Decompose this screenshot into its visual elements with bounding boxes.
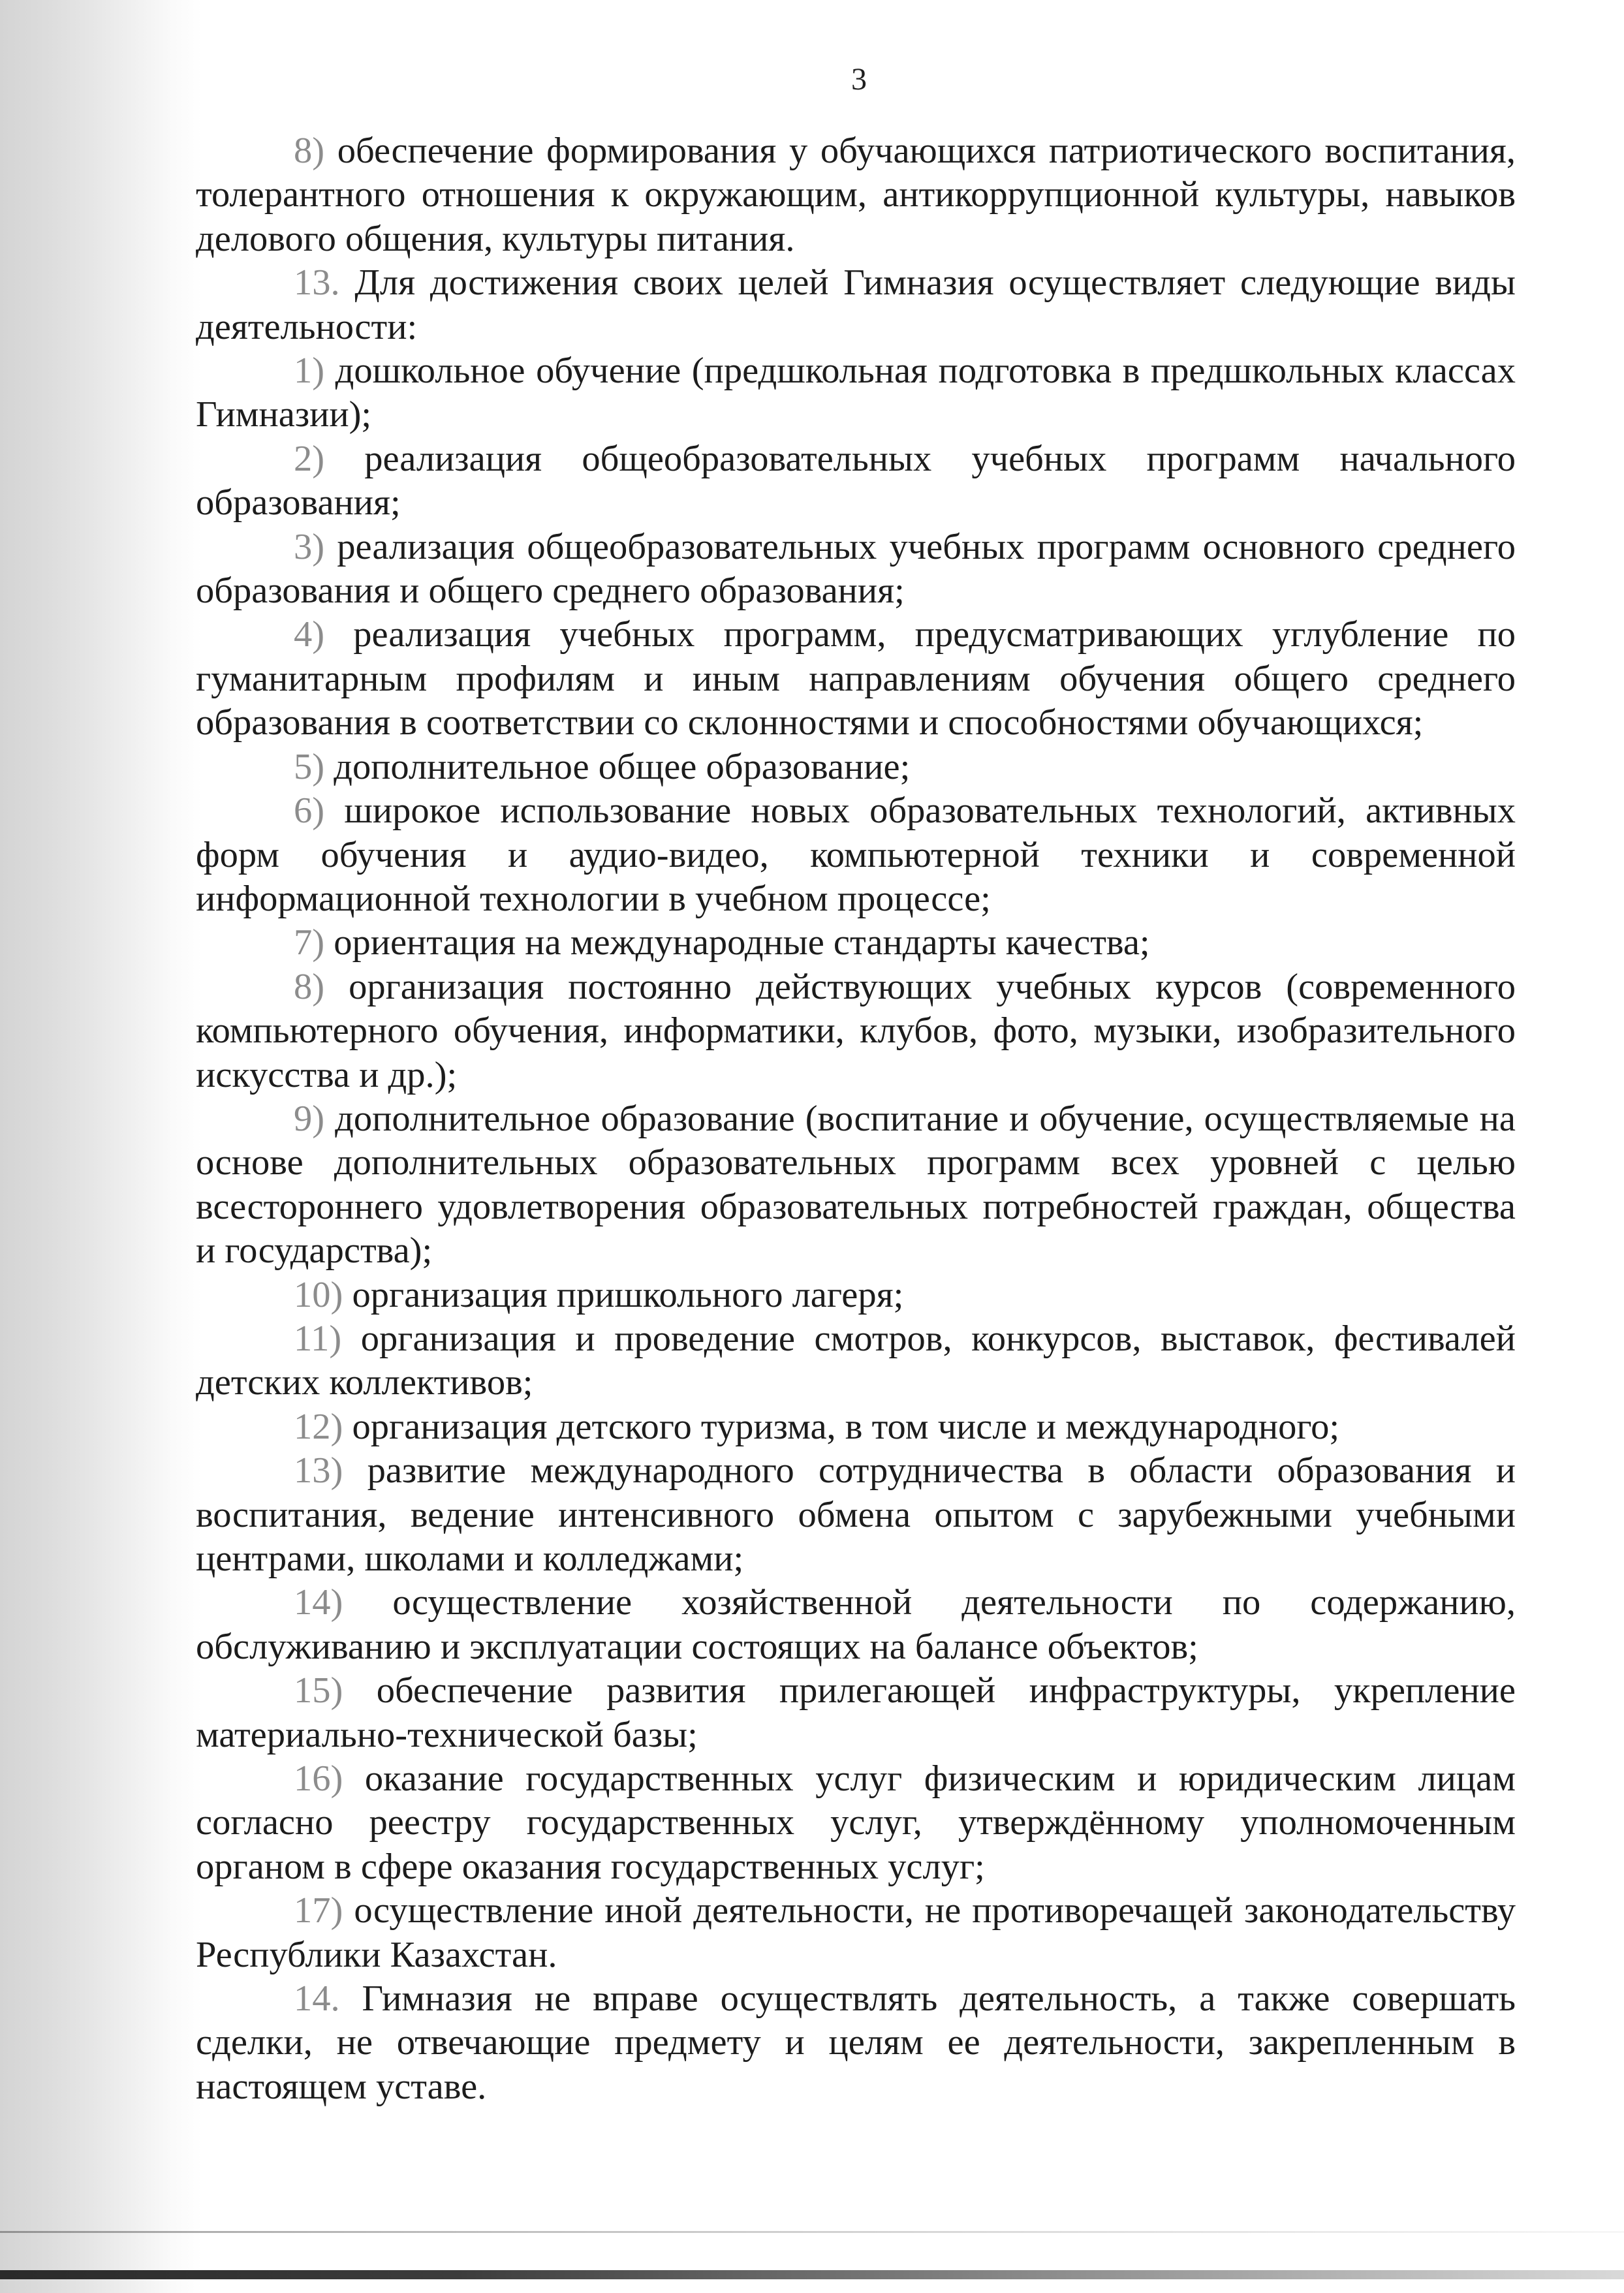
paragraph: [196, 525, 1516, 614]
item-number: 6): [294, 790, 325, 832]
paragraph: [196, 437, 1516, 525]
paragraph-text: обеспечение развития прилегающей инфраструктуры, укрепление материально-технической базы;: [196, 1670, 1516, 1755]
paragraph: [196, 921, 1516, 965]
item-number: 11): [294, 1318, 342, 1359]
paragraph-text: организация пришкольного лагеря;: [343, 1274, 904, 1315]
paragraph-text: реализация общеобразовательных учебных программ начального образования;: [196, 438, 1516, 523]
paragraph-text: реализация общеобразовательных учебных программ основного среднего образования и общего среднего образования;: [196, 526, 1516, 612]
paragraph: [196, 965, 1516, 1097]
paragraph-text: оказание государственных услуг физическим и юридическим лицам согласно реестру государственных услуг, утверждённому уполномоченным органом в сфере оказания государственных услуг;: [196, 1758, 1516, 1887]
item-number: 16): [294, 1758, 343, 1800]
item-number: 13.: [294, 262, 340, 304]
paragraph-text: Гимназия не вправе осуществлять деятельность, а также совершать сделки, не отвечающие предмету и целям ее деятельности, закрепленным в настоящем уставе.: [196, 1978, 1516, 2107]
scan-bottom-edge: [0, 2270, 1624, 2279]
paragraph-text: Для достижения своих целей Гимназия осуществляет следующие виды деятельности:: [196, 262, 1516, 347]
item-number: 13): [294, 1450, 343, 1491]
item-number: 8): [294, 131, 325, 171]
item-number: 14): [294, 1582, 343, 1623]
paragraph-text: организация детского туризма, в том числе и международного;: [343, 1406, 1340, 1447]
paragraph: [196, 1097, 1516, 1273]
document-body: [196, 129, 1516, 2109]
item-number: 17): [294, 1890, 343, 1931]
paragraph: [196, 1977, 1516, 2109]
scan-edge-line: [0, 2231, 1624, 2233]
paragraph: [196, 349, 1516, 437]
item-number: 5): [294, 746, 325, 787]
paragraph: [196, 1405, 1516, 1449]
paragraph-text: дошкольное обучение (предшкольная подготовка в предшкольных классах Гимназии);: [196, 351, 1516, 435]
item-number: 9): [294, 1098, 325, 1139]
paragraph: [196, 1889, 1516, 1977]
item-number: 8): [294, 966, 325, 1007]
paragraph: [196, 789, 1516, 921]
item-number: 7): [294, 922, 325, 963]
page-number: 3: [851, 62, 867, 97]
paragraph-text: реализация учебных программ, предусматривающих углубление по гуманитарным профилям и иным направлениям обучения общего среднего образования в соответствии со склонностями и способностями обучающихся;: [196, 614, 1516, 743]
paragraph: [196, 745, 1516, 789]
item-number: 12): [294, 1406, 343, 1447]
item-number: 3): [294, 526, 325, 567]
paragraph: [196, 1449, 1516, 1581]
paragraph: [196, 1669, 1516, 1757]
paragraph-text: осуществление хозяйственной деятельности по содержанию, обслуживанию и эксплуатации состоящих на балансе объектов;: [196, 1582, 1516, 1667]
item-number: 4): [294, 614, 325, 655]
paragraph-text: ориентация на международные стандарты качества;: [324, 922, 1150, 963]
scan-binding-shadow: [0, 0, 202, 2293]
paragraph: [196, 613, 1516, 745]
paragraph-text: осуществление иной деятельности, не противоречащей законодательству Республики Казахстан.: [196, 1890, 1516, 1975]
paragraph-text: дополнительное общее образование;: [324, 746, 911, 787]
item-number: 10): [294, 1274, 343, 1315]
paragraph-text: развитие международного сотрудничества в области образования и воспитания, ведение интенсивного обмена опытом с зарубежными учебными центрами, школами и колледжами;: [196, 1450, 1516, 1579]
paragraph: [196, 129, 1516, 261]
item-number: 14.: [294, 1978, 340, 2020]
paragraph: [196, 1581, 1516, 1669]
paragraph-text: обеспечение формирования у обучающихся патриотического воспитания, толерантного отношения к окружающим, антикоррупционной культуры, навыков делового общения, культуры питания.: [196, 131, 1516, 259]
paragraph: [196, 1317, 1516, 1405]
item-number: 1): [294, 351, 325, 392]
paragraph: [196, 261, 1516, 349]
paragraph-text: организация постоянно действующих учебных курсов (современного компьютерного обучения, информатики, клубов, фото, музыки, изобразительного искусства и др.);: [196, 966, 1516, 1095]
item-number: 2): [294, 438, 325, 479]
paragraph: [196, 1757, 1516, 1889]
paragraph-text: широкое использование новых образовательных технологий, активных форм обучения и аудио-видео, компьютерной техники и современной информационной технологии в учебном процессе;: [196, 790, 1516, 919]
item-number: 15): [294, 1670, 343, 1711]
paragraph: [196, 1273, 1516, 1317]
paragraph-text: организация и проведение смотров, конкурсов, выставок, фестивалей детских коллективов;: [196, 1318, 1516, 1403]
paragraph-text: дополнительное образование (воспитание и обучение, осуществляемые на основе дополнительных образовательных программ всех уровней с целью всестороннего удовлетворения образовательных потребностей граждан, общества и государства);: [196, 1098, 1516, 1271]
